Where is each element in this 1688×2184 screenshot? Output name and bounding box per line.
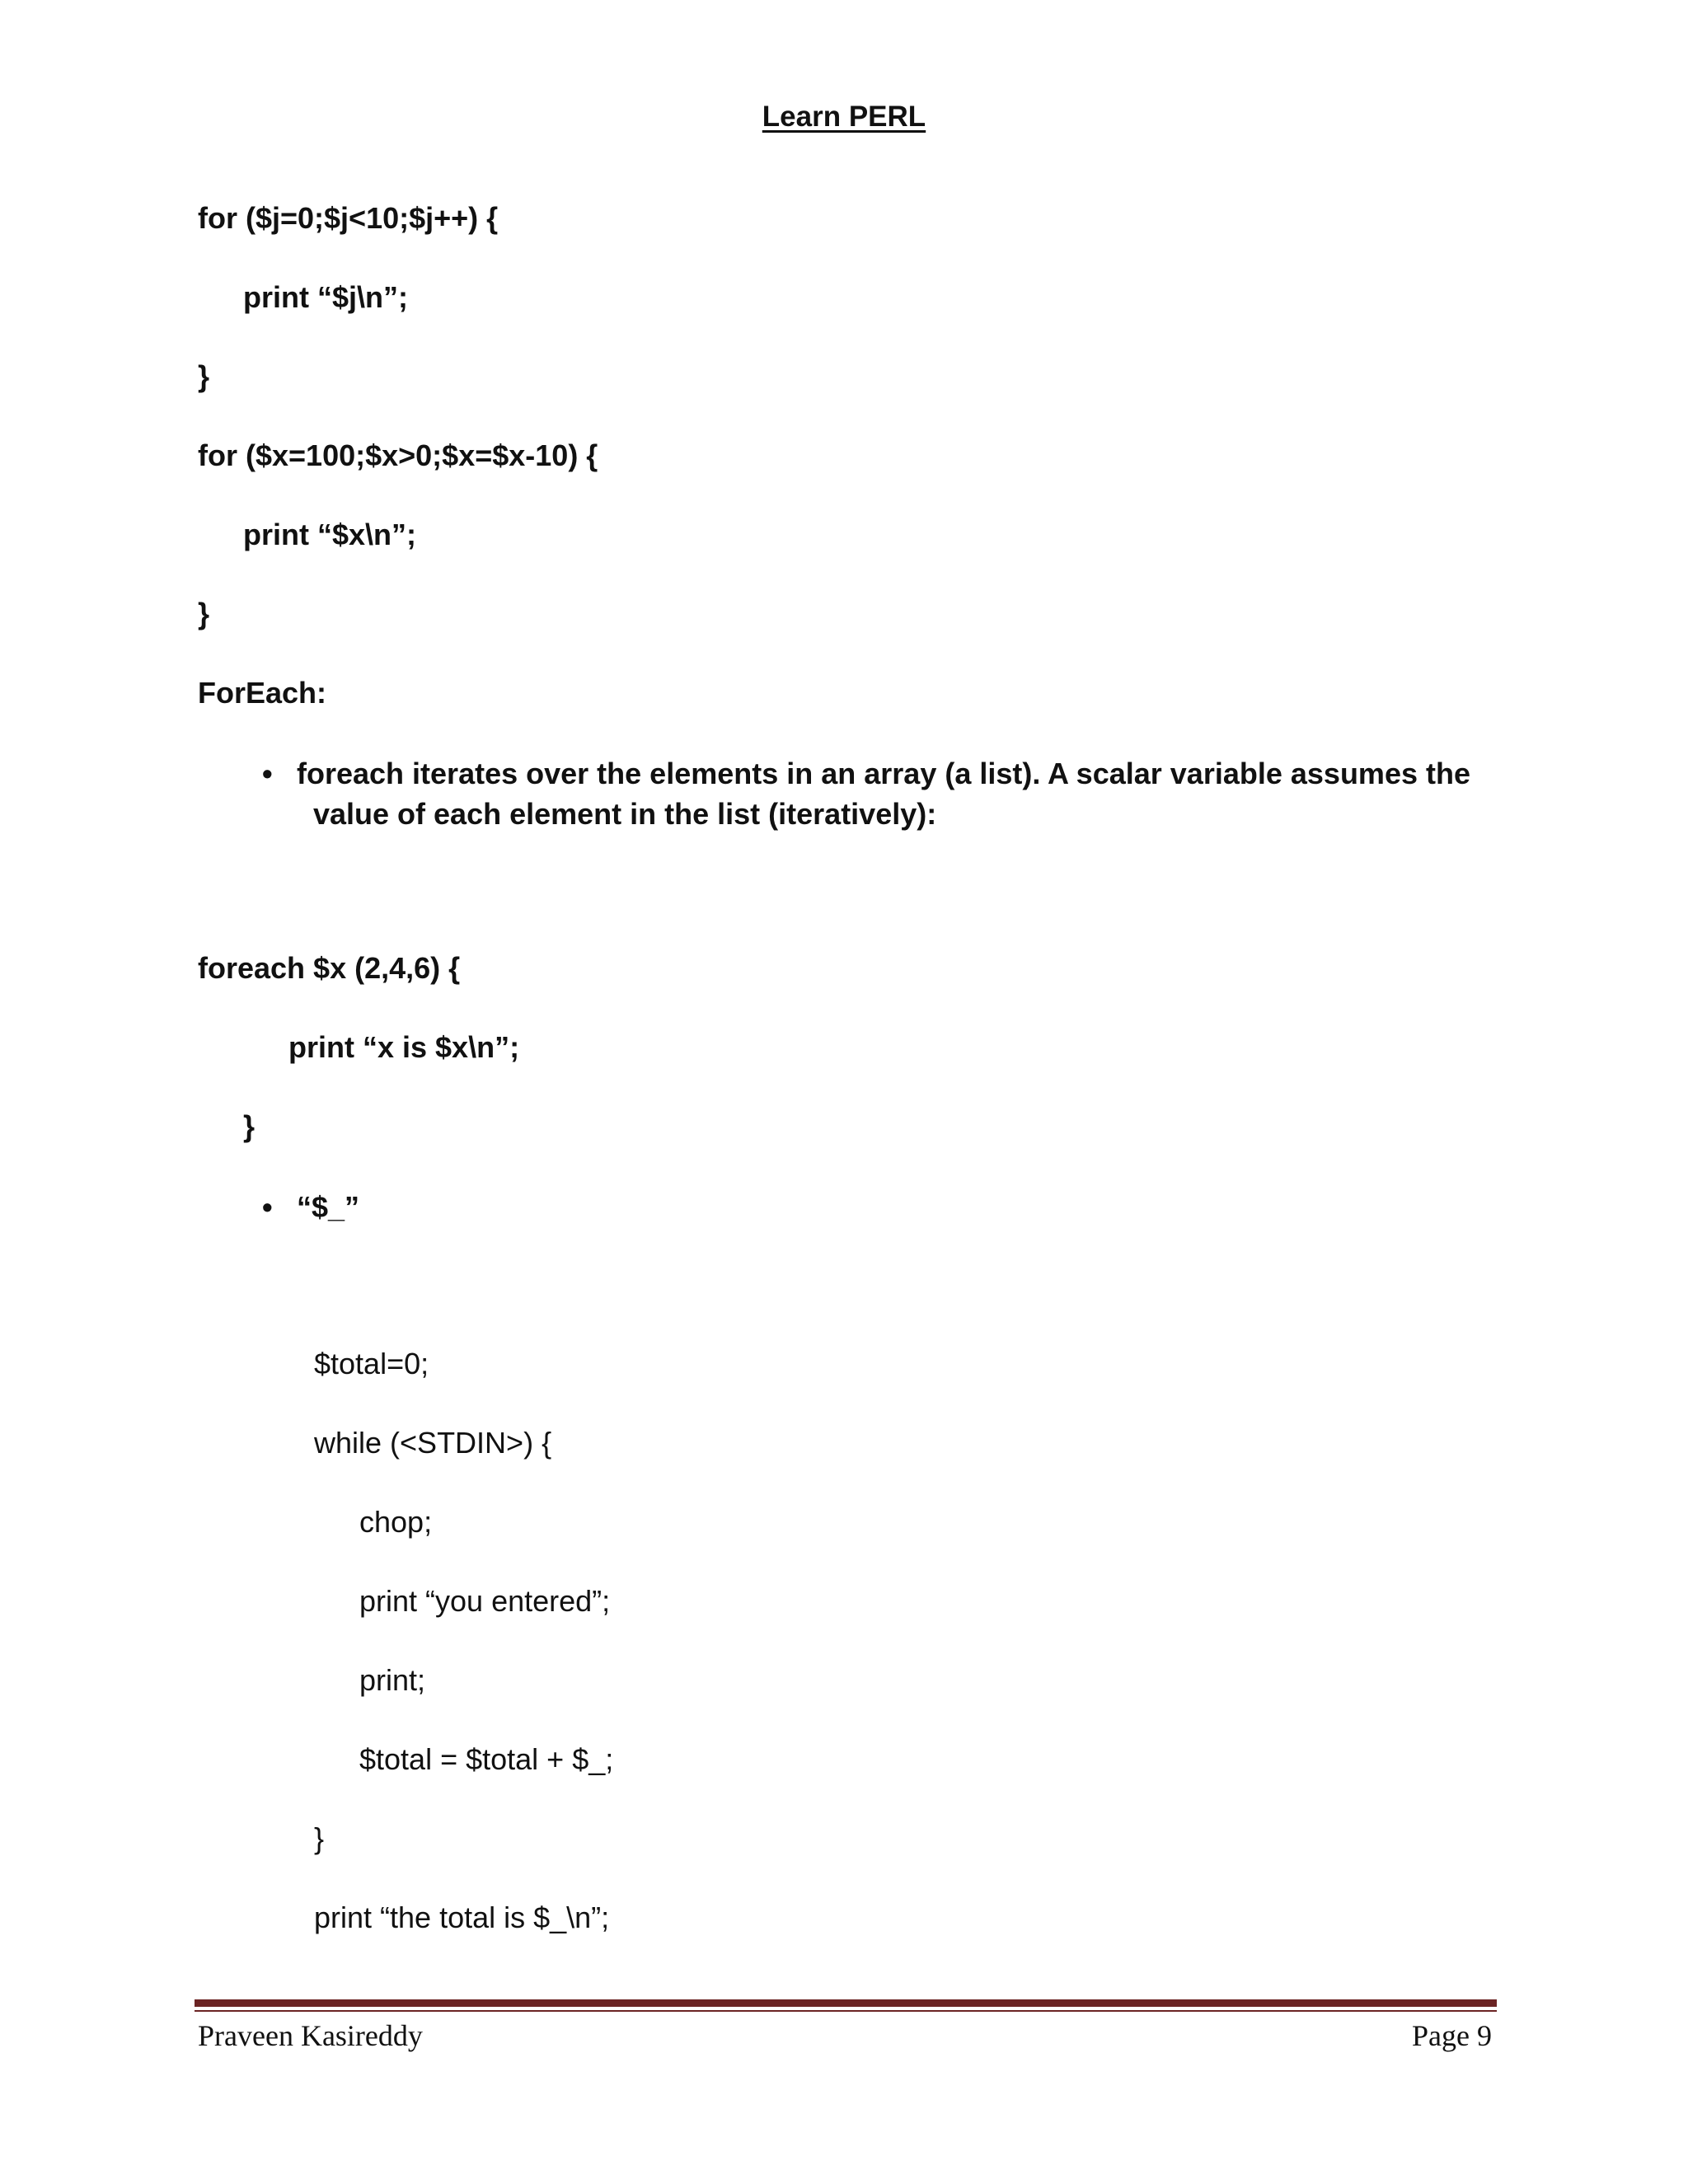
- bullet-item: [262, 1187, 592, 1228]
- bullet-icon: •: [262, 757, 273, 790]
- section-heading: ForEach:: [198, 676, 327, 710]
- code-line-for-x: for ($x=100;$x>0;$x=$x-10) {: [198, 438, 598, 472]
- code-line-for-j: for ($j=0;$j<10;$j++) {: [198, 201, 499, 235]
- footer-author: Praveen Kasireddy: [198, 2019, 423, 2052]
- bullet-icon: •: [262, 1190, 273, 1224]
- code-line-close-brace: }: [198, 359, 210, 393]
- bullet-item: [262, 753, 1498, 836]
- bullet-text: “$_”: [297, 1190, 360, 1224]
- code-line-total-init: $total=0;: [314, 1347, 429, 1380]
- code-line-close-brace: }: [243, 1109, 256, 1143]
- code-line-close-brace: }: [314, 1821, 325, 1855]
- footer-rule-thin: [195, 2010, 1497, 2012]
- bullet-text-line: value of each element in the list (iteratively):: [313, 797, 937, 831]
- code-line-close-brace: }: [198, 597, 210, 630]
- code-line-total-sum: $total = $total + $_;: [359, 1742, 614, 1776]
- code-line-print-x-is: print “x is $x\n”;: [288, 1030, 520, 1064]
- code-line-foreach: foreach $x (2,4,6) {: [198, 951, 461, 985]
- code-line-chop: chop;: [359, 1505, 433, 1539]
- code-line-print-x: print “$x\n”;: [243, 518, 417, 551]
- code-line-print-entered: print “you entered”;: [359, 1584, 611, 1618]
- code-line-print: print;: [359, 1663, 426, 1697]
- footer-page-number: Page 9: [1412, 2019, 1492, 2052]
- code-line-while: while (<STDIN>) {: [314, 1426, 552, 1460]
- bullet-text: [297, 753, 1500, 834]
- code-line-print-total: print “the total is $_\n”;: [314, 1900, 610, 1934]
- footer-rule: [195, 1999, 1497, 2007]
- page-title: Learn PERL: [762, 101, 926, 133]
- code-line-print-j: print “$j\n”;: [243, 280, 408, 314]
- bullet-text-line: foreach iterates over the elements in an array (a list). A scalar variable assumes the: [297, 757, 1470, 790]
